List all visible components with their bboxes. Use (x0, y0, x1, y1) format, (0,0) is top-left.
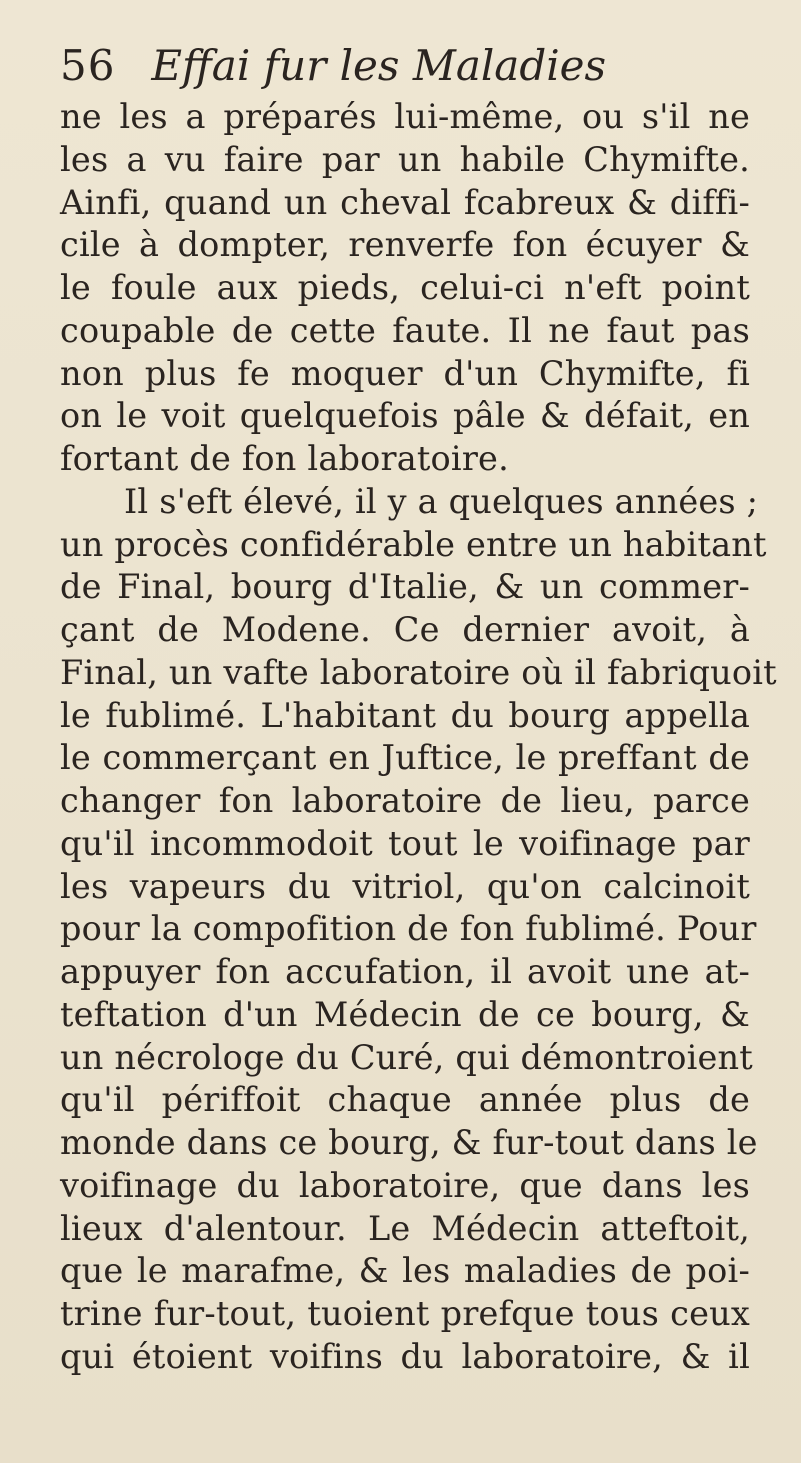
text-line: on le voit quelquefois pâle & défait, en (60, 396, 750, 436)
text-line: qu'il périffoit chaque année plus de (60, 1080, 750, 1120)
page-number: 56 (60, 41, 116, 90)
text-line: monde dans ce bourg, & fur-tout dans le (60, 1123, 758, 1162)
text-line: coupable de cette faute. Il ne faut pas (60, 310, 750, 350)
running-title: Effai fur les Maladies (151, 41, 607, 90)
text-line: appuyer fon accufation, il avoit une at- (60, 952, 750, 991)
text-line: fortant de fon laboratoire. (60, 439, 509, 478)
text-line: que le marafme, & les maladies de poi- (60, 1251, 750, 1291)
paragraph (60, 481, 777, 1379)
text-line: le commerçant en Juftice, le preffant de (60, 738, 750, 778)
text-line: lieux d'alentour. Le Médecin atteftoit, (60, 1208, 750, 1248)
text-line: les vapeurs du vitriol, qu'on calcinoit (60, 866, 750, 906)
text-line: voifinage du laboratoire, que dans les (60, 1165, 750, 1205)
paragraph (60, 96, 750, 481)
text-line: Ainfi, quand un cheval fcabreux & diffi- (60, 182, 750, 222)
page-header (60, 36, 760, 96)
text-line: les a vu faire par un habile Chymifte. (60, 139, 750, 179)
text-line: un nécrologe du Curé, qui démontroient (60, 1037, 753, 1077)
text-line: qu'il incommodoit tout le voifinage par (60, 823, 750, 863)
text-line: cile à dompter, renverfe fon écuyer & (60, 225, 750, 265)
text-line: le fublimé. L'habitant du bourg appella (60, 695, 750, 735)
text-line: qui étoient voifins du laboratoire, & il (60, 1336, 750, 1376)
text-line: ne les a préparés lui-même, ou s'il ne (60, 97, 750, 136)
text-line: non plus fe moquer d'un Chymifte, fi (60, 353, 750, 393)
text-line: Final, un vafte laboratoire où il fabriquoit (60, 652, 777, 692)
text-line: teftation d'un Médecin de ce bourg, & (60, 994, 750, 1034)
text-line: changer fon laboratoire de lieu, parce (60, 781, 750, 820)
text-line: Il s'eft élevé, il y a quelques années ; (124, 481, 759, 521)
text-line: de Final, bourg d'Italie, & un commer- (60, 567, 750, 607)
text-line: pour la compofition de fon fublimé. Pour (60, 909, 757, 949)
text-line: trine fur-tout, tuoient prefque tous ceux (60, 1294, 750, 1333)
text-line: çant de Modene. Ce dernier avoit, à (60, 610, 750, 649)
body-text (60, 96, 777, 1379)
text-line: le foule aux pieds, celui-ci n'eft point (60, 268, 750, 307)
text-line: un procès confidérable entre un habitant (60, 524, 767, 564)
